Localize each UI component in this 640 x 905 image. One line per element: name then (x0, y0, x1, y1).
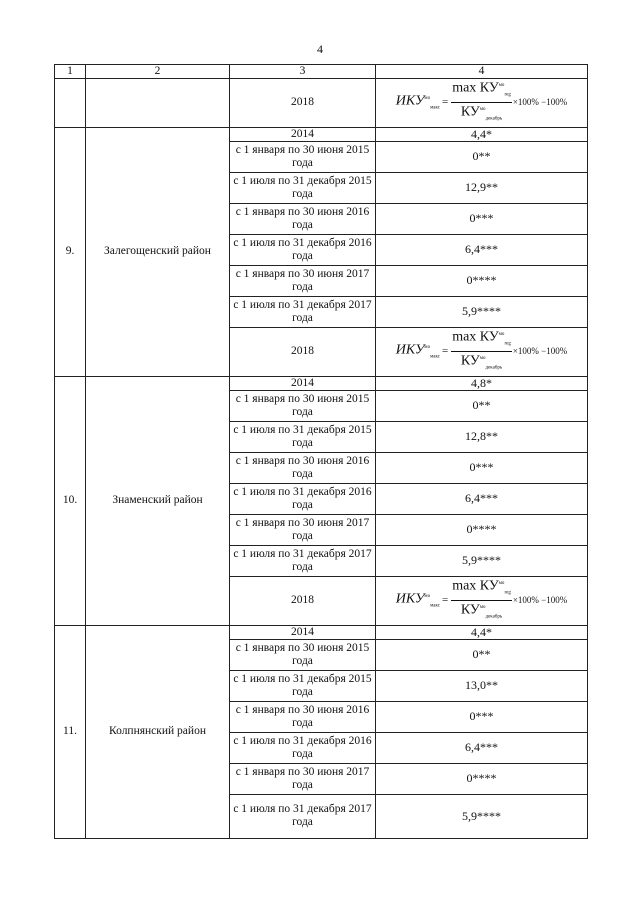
page-number: 4 (317, 42, 323, 56)
value-cell: 4,4* (376, 127, 588, 141)
period-cell: с 1 января по 30 июня 2016 года (230, 452, 376, 483)
value-cell: 0*** (376, 452, 588, 483)
tariff-index-table (54, 64, 588, 839)
period-cell: с 1 января по 30 июня 2015 года (230, 390, 376, 421)
value-cell: 0** (376, 390, 588, 421)
period-cell: с 1 января по 30 июня 2017 года (230, 265, 376, 296)
value-cell: 5,9**** (376, 545, 588, 576)
period-cell: с 1 января по 30 июня 2017 года (230, 514, 376, 545)
formula: $ИКУ^{мо}_{макс}$ = $\frac{\max КУ^{мо}_{reg}}{КУ^{мо}_{декабрь}}$ ×100% −100% (395, 578, 568, 620)
period-cell: с 1 июля по 31 декабря 2015 года (230, 172, 376, 203)
value-cell: 5,9**** (376, 794, 588, 838)
value-cell: 6,4*** (376, 234, 588, 265)
district-number: 11. (55, 625, 86, 838)
period-cell: 2014 (230, 376, 376, 390)
table-row (55, 127, 588, 141)
period-cell: 2018 (230, 79, 376, 128)
formula: $ИКУ^{мо}_{макс}$ = $\frac{\max КУ^{мо}_{reg}}{КУ^{мо}_{декабрь}}$ ×100% −100% (395, 80, 568, 122)
column-number-4: 4 (376, 65, 588, 79)
formula: $ИКУ^{мо}_{макс}$ = $\frac{\max КУ^{мо}_{reg}}{КУ^{мо}_{декабрь}}$ ×100% −100% (395, 329, 568, 371)
column-number-2: 2 (86, 65, 230, 79)
value-cell: 4,8* (376, 376, 588, 390)
district-name: Колпнянский район (86, 625, 230, 838)
value-cell: 12,9** (376, 172, 588, 203)
district-number-cell (55, 79, 86, 128)
period-cell: с 1 июля по 31 декабря 2015 года (230, 421, 376, 452)
column-number-row (55, 65, 588, 79)
period-cell: с 1 января по 30 июня 2015 года (230, 141, 376, 172)
district-name: Залегощенский район (86, 127, 230, 376)
period-cell: с 1 июля по 31 декабря 2017 года (230, 545, 376, 576)
district-name: Знаменский район (86, 376, 230, 625)
value-cell: 4,4* (376, 625, 588, 639)
formula-cell (376, 327, 588, 376)
value-cell: 0** (376, 639, 588, 670)
period-cell: 2014 (230, 127, 376, 141)
period-cell: с 1 января по 30 июня 2015 года (230, 639, 376, 670)
period-cell: с 1 января по 30 июня 2016 года (230, 701, 376, 732)
period-cell: с 1 июля по 31 декабря 2017 года (230, 296, 376, 327)
formula-cell (376, 79, 588, 128)
table-row (55, 625, 588, 639)
period-cell: 2018 (230, 327, 376, 376)
period-cell: 2014 (230, 625, 376, 639)
period-cell: с 1 июля по 31 декабря 2015 года (230, 670, 376, 701)
period-cell: с 1 января по 30 июня 2017 года (230, 763, 376, 794)
period-cell: с 1 июля по 31 декабря 2017 года (230, 794, 376, 838)
period-cell: с 1 января по 30 июня 2016 года (230, 203, 376, 234)
value-cell: 0*** (376, 203, 588, 234)
period-cell: с 1 июля по 31 декабря 2016 года (230, 234, 376, 265)
district-name-cell (86, 79, 230, 128)
value-cell: 6,4*** (376, 483, 588, 514)
table-row (55, 79, 588, 128)
column-number-1: 1 (55, 65, 86, 79)
value-cell: 0**** (376, 514, 588, 545)
column-number-3: 3 (230, 65, 376, 79)
period-cell: с 1 июля по 31 декабря 2016 года (230, 732, 376, 763)
value-cell: 13,0** (376, 670, 588, 701)
district-number: 9. (55, 127, 86, 376)
value-cell: 0*** (376, 701, 588, 732)
value-cell: 12,8** (376, 421, 588, 452)
value-cell: 0**** (376, 763, 588, 794)
value-cell: 0**** (376, 265, 588, 296)
period-cell: с 1 июля по 31 декабря 2016 года (230, 483, 376, 514)
formula-cell (376, 576, 588, 625)
value-cell: 0** (376, 141, 588, 172)
district-number: 10. (55, 376, 86, 625)
value-cell: 5,9**** (376, 296, 588, 327)
value-cell: 6,4*** (376, 732, 588, 763)
period-cell: 2018 (230, 576, 376, 625)
table-row (55, 376, 588, 390)
